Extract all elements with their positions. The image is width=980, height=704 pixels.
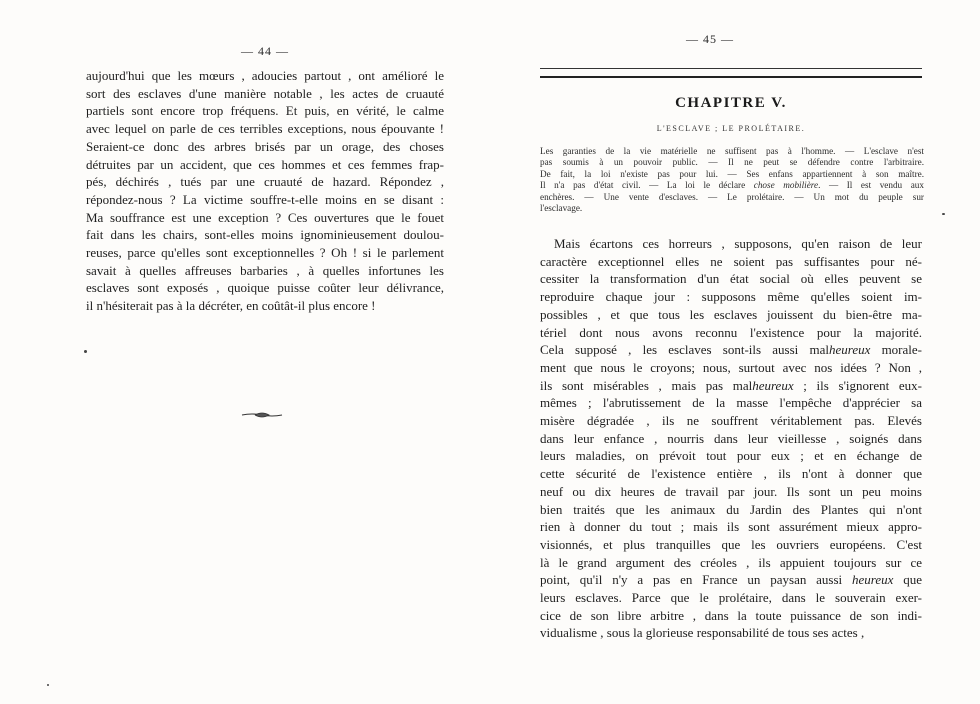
text-line: caractère exceptionnel elles ne soient pas suffisantes pour né- <box>540 253 922 269</box>
text-line: De fait, la loi n'existe pas pour lui. — Ses enfans appartiennent à son maître. <box>540 168 924 179</box>
text-line: possibles , et que tous les esclaves jouissent du bien-être ma- <box>540 306 922 322</box>
text-line: pés, déchirés , tués par une cruauté de hazard. Répondez , <box>86 174 444 190</box>
ink-speck <box>942 213 945 215</box>
text-line: Il n'a pas d'état civil. — La loi le déclare chose mobilière. — Il est vendu aux <box>540 180 924 191</box>
text-line: leurs maladies, on prévoit tout pour eux ; et en échange de <box>540 448 922 464</box>
text-line: fait dans les chairs, sont-elles moins ignominieusement doulou- <box>86 227 444 243</box>
text-line: rien à donner du tout ; mais ils sont assurément mieux appro- <box>540 519 922 535</box>
text-line: sort des esclaves d'une manière notable , les actes de cruauté <box>86 85 444 101</box>
text-line: avec lequel on parle de ces terribles exceptions, nous épouvante ! <box>86 121 444 137</box>
text-line: dans leur enfance , nourris dans leur vieillesse , soignés dans <box>540 430 922 446</box>
text-line: Ma souffrance est une exception ? Ces ouvertures que le fouet <box>86 209 444 225</box>
text-line: pas soumis à un pouvoir public. — Il ne peut se défendre contre l'arbitraire. <box>540 157 924 168</box>
text-line: misère dégradée , ils ne souffrent véritablement pas. Elevés <box>540 413 922 429</box>
text-line: ils sont misérables , mais pas malheureux ; ils s'ignorent eux- <box>540 377 922 393</box>
text-line: vidualisme , sous la glorieuse responsabilité de tous ses actes , <box>540 625 865 641</box>
text-line: tériel dont nous avons reconnu l'existence pour la majorité. <box>540 324 922 340</box>
page-number-right: — 45 — <box>686 32 734 46</box>
ink-speck <box>84 350 87 353</box>
chapter-title: CHAPITRE V. <box>675 95 787 111</box>
chapter-summary <box>540 146 924 214</box>
chapter-subtitle: L'ESCLAVE ; LE PROLÉTAIRE. <box>656 124 806 133</box>
text-line: reuses, parce qu'elles sont exceptionnelles ? Oh ! si le parlement <box>86 245 444 261</box>
right-body-text <box>540 235 922 642</box>
text-line: bien traités que les animaux du Jardin des Plantes qui n'ont <box>540 501 922 517</box>
text-line: cette sécurité de l'existence entière , ils n'ont à donner que <box>540 466 922 482</box>
text-line: savait à quelles affreuses barbaries , à quelles infortunes les <box>86 262 444 278</box>
text-line: Seraient-ce donc des arbres brisés par un orage, des choses <box>86 138 444 154</box>
text-line: détruites par un accident, que ces hommes et ces femmes frap- <box>86 156 444 172</box>
text-line: point, qu'il n'y a pas en France un paysan aussi heureux que <box>540 572 922 588</box>
text-line: aujourd'hui que les mœurs , adoucies partout , ont amélioré le <box>86 68 444 83</box>
text-line: l'esclavage. <box>540 203 583 214</box>
text-line: répondez-nous ? La victime souffre-t-elle moins en se disant : <box>86 191 444 207</box>
left-body-text <box>86 67 444 315</box>
text-line: reproduire chaque jour : supposons même qu'elles soient im- <box>540 289 922 305</box>
text-line: cice de son libre arbitre , dans la toute puissance de son indi- <box>540 607 922 623</box>
text-line: il n'hésiterait pas à la décréter, en coûtât-il plus encore ! <box>86 298 376 314</box>
text-line: Cela supposé , les esclaves sont-ils aussi malheureux morale- <box>540 342 922 358</box>
text-line: enchères. — Une vente d'esclaves. — Le prolétaire. — Un mot du peuple sur <box>540 191 924 202</box>
text-line: partiels sont encore trop fréquens. Et puis, en vérité, le calme <box>86 103 444 119</box>
end-flourish <box>240 410 285 420</box>
text-line: là le grand argument des créoles , ils appuient toujours sur ce <box>540 554 922 570</box>
text-line: Mais écartons ces horreurs , supposons, qu'en raison de leur <box>554 236 922 251</box>
ink-speck <box>47 684 49 686</box>
text-line: cessiter la transformation d'un état social où elles peuvent se <box>540 271 922 287</box>
chapter-rule <box>540 68 922 78</box>
text-line: visionnés, et plus tranquilles que les ouvriers européens. C'est <box>540 536 922 552</box>
page-number-left: — 44 — <box>241 44 289 58</box>
text-line: mêmes ; l'abrutissement de la masse l'empêche d'apprécier sa <box>540 395 922 411</box>
text-line: neuf ou dix heures de travail par jour. Ils sont un peu moins <box>540 483 922 499</box>
text-line: leurs esclaves. Parce que le prolétaire, dans le souverain exer- <box>540 590 922 606</box>
text-line: ment que nous le croyons; nous, surtout avec nos idées ? Non , <box>540 359 922 375</box>
text-line: Les garanties de la vie matérielle ne suffisent pas à l'homme. — L'esclave n'est <box>540 146 924 156</box>
text-line: esclaves sont exposés , quoique puisse coûter leur délivrance, <box>86 280 444 296</box>
